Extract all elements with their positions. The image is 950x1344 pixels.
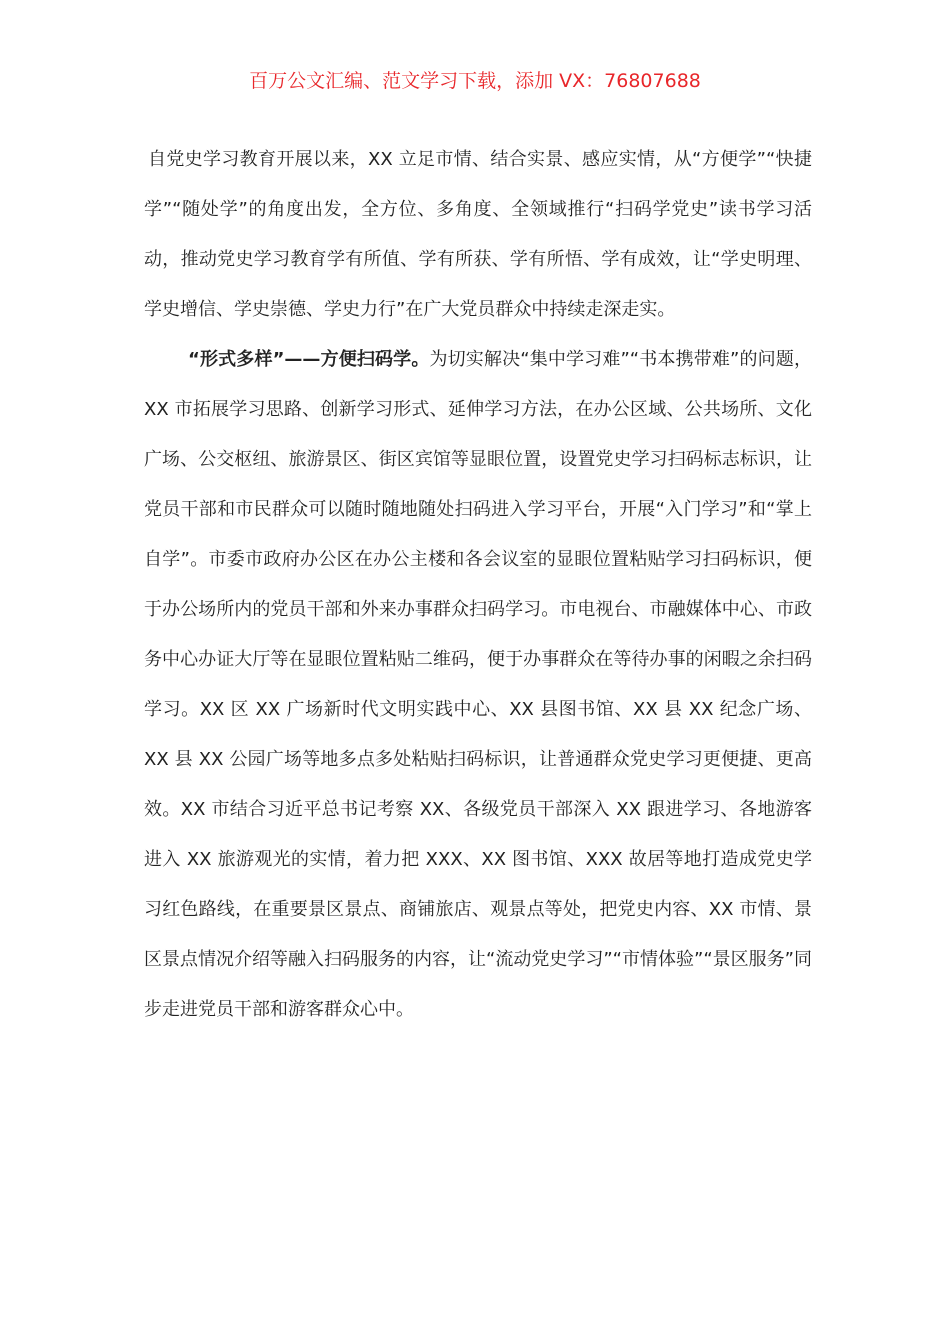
section-body-text: 为切实解决“集中学习难”“书本携带难”的问题，XX 市拓展学习思路、创新学习形式、延伸学习方法，在办公区域、公共场所、文化广场、公交枢纽、旅游景区、街区宾馆等显眼位置，设置党史学习扫码标志标识，让党员干部和市民群众可以随时随地随处扫码进入学习平台，开展“入门学习”和“掌上自学”。市委市政府办公区在办公主楼和各会议室的显眼位置粘贴学习扫码标识，便于办公场所内的党员干部和外来办事群众扫码学习。市电视台、市融媒体中心、市政务中心办证大厅等在显眼位置粘贴二维码，便于办事群众在等待办事的闲暇之余扫码学习。XX 区 XX 广场新时代文明实践中心、XX 县图书馆、XX 县 XX 纪念广场、XX 县 XX 公园广场等地多点多处粘贴扫码标识，让普通群众党史学习更便捷、更高效。XX 市结合习近平总书记考察 XX、各级党员干部深入 XX 跟进学习、各地游客进入 XX 旅游观光的实情，着力把 XXX、XX 图书馆、XXX 故居等地打造成党史学习红色路线，在重要景区景点、商铺旅店、观景点等处，把党史内容、XX 市情、景区景点情况介绍等融入扫码服务的内容，让“流动党史学习”“市情体验”“景区服务”同步走进党员干部和游客群众心中。 bbox=[144, 349, 813, 1020]
header-banner: 百万公文汇编、范文学习下载，添加 VX：76807688 bbox=[249, 70, 701, 92]
paragraph-section-1 bbox=[144, 335, 812, 1035]
paragraph-intro bbox=[144, 135, 812, 335]
document-body bbox=[144, 135, 812, 1035]
paragraph-intro-text: 自党史学习教育开展以来，XX 立足市情、结合实景、感应实情，从“方便学”“快捷学”“随处学”的角度出发，全方位、多角度、全领域推行“扫码学党史”读书学习活动，推动党史学习教育学有所值、学有所获、学有所悟、学有成效，让“学史明理、学史增信、学史崇德、学史力行”在广大党员群众中持续走深走实。 bbox=[144, 149, 812, 320]
section-heading: “形式多样”——方便扫码学。 bbox=[188, 349, 430, 370]
